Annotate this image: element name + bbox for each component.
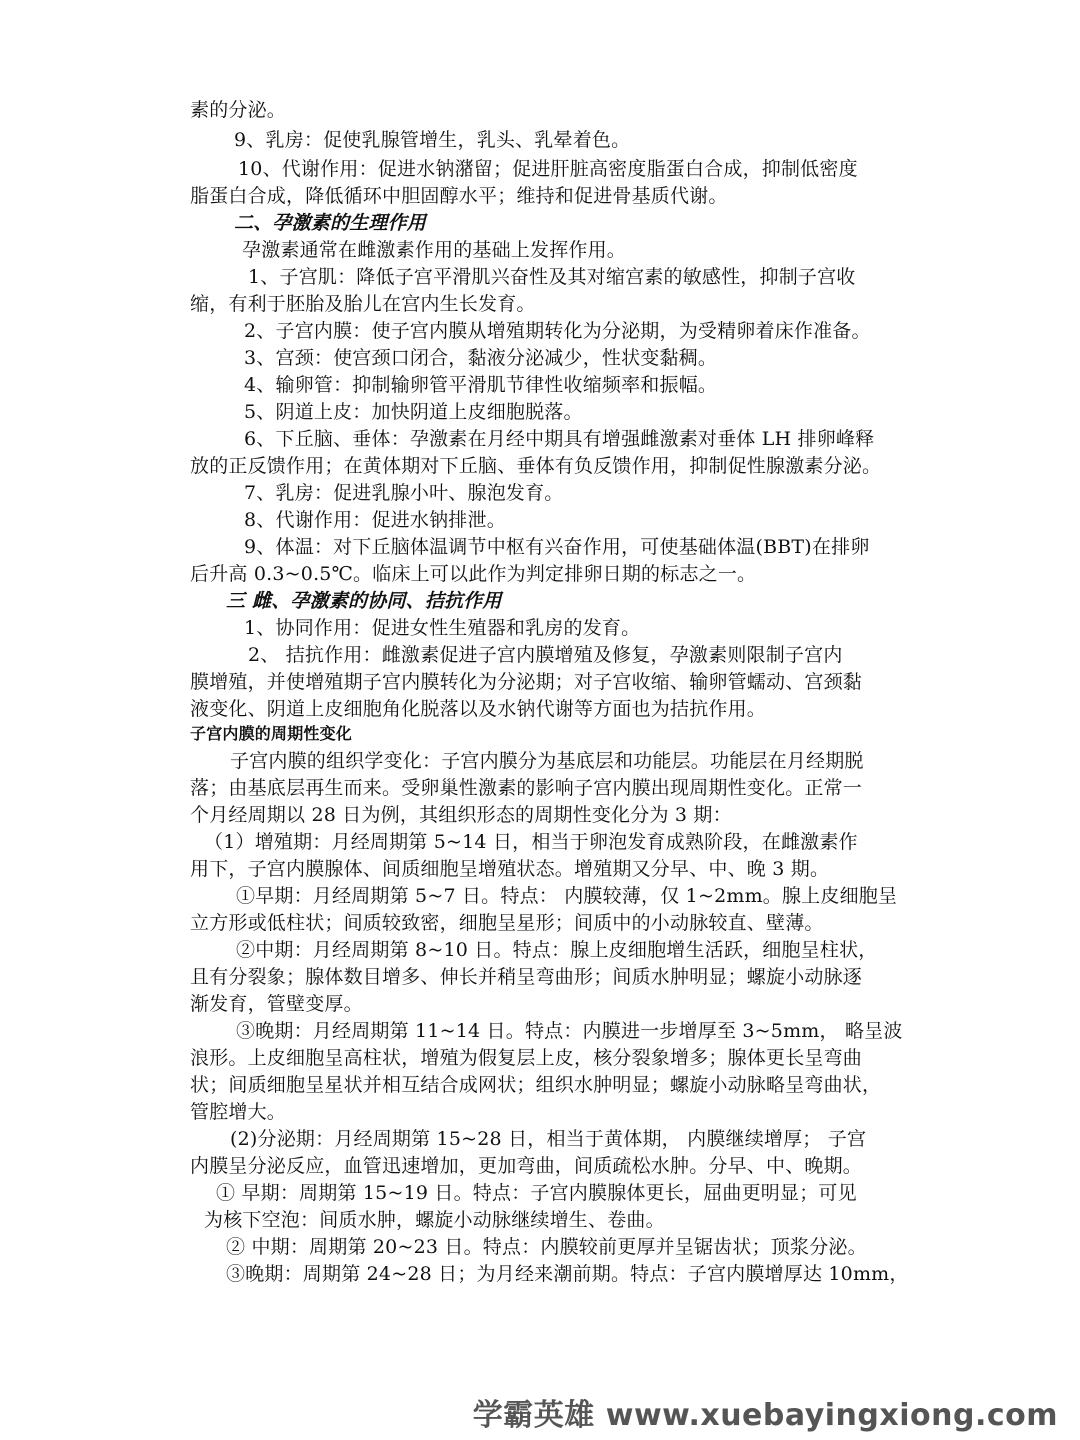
text-line: 素的分泌。 [190, 99, 287, 121]
text-line: 6、下丘脑、垂体：孕激素在月经中期具有增强雌激素对垂体 LH 排卵峰释 [244, 428, 875, 450]
text-line: 7、乳房：促进乳腺小叶、腺泡发育。 [244, 482, 564, 504]
text-line: ① 早期：周期第 15~19 日。特点：子宫内膜腺体更长，屈曲更明显；可见 [216, 1182, 857, 1204]
text-line: ③晚期：周期第 24~28 日；为月经来潮前期。特点：子宫内膜增厚达 10mm， [226, 1263, 909, 1285]
text-line: ②中期：月经周期第 8~10 日。特点：腺上皮细胞增生活跃，细胞呈柱状， [236, 939, 878, 961]
text-line: 孕激素通常在雌激素作用的基础上发挥作用。 [242, 239, 627, 261]
text-line: ② 中期：周期第 20~23 日。特点：内膜较前更厚并呈锯齿状；顶浆分泌。 [226, 1236, 867, 1258]
text-line: 2、 拮抗作用：雌激素促进子宫内膜增殖及修复，孕激素则限制子宫内 [248, 644, 843, 666]
text-line: 浪形。上皮细胞呈高柱状，增殖为假复层上皮，核分裂象增多；腺体更长呈弯曲 [190, 1047, 863, 1069]
section-heading: 三 雌、孕激素的协同、拮抗作用 [226, 590, 502, 612]
text-line: 脂蛋白合成，降低循环中胆固醇水平；维持和促进骨基质代谢。 [190, 185, 728, 207]
text-line: 3、宫颈：使宫颈口闭合，黏液分泌减少，性状变黏稠。 [244, 347, 718, 369]
text-line: (2)分泌期：月经周期第 15~28 日，相当于黄体期， 内膜继续增厚； 子宫 [230, 1128, 867, 1150]
text-line: 立方形或低柱状；间质较致密，细胞呈星形；间质中的小动脉较直、壁薄。 [190, 912, 824, 934]
text-line: 5、阴道上皮：加快阴道上皮细胞脱落。 [244, 401, 583, 423]
text-line: 4、输卵管：抑制输卵管平滑肌节律性收缩频率和振幅。 [244, 374, 718, 396]
text-line: 内膜呈分泌反应，血管迅速增加，更加弯曲，间质疏松水肿。分早、中、晚期。 [190, 1155, 863, 1177]
text-line: 且有分裂象；腺体数目增多、伸长并稍呈弯曲形；间质水肿明显；螺旋小动脉逐 [190, 966, 863, 988]
text-line: （1）增殖期：月经周期第 5~14 日，相当于卵泡发育成熟阶段，在雌激素作 [204, 831, 858, 853]
text-line: 状；间质细胞呈星状并相互结合成网状；组织水肿明显；螺旋小动脉略呈弯曲状， [190, 1074, 882, 1096]
text-line: 1、子宫肌：降低子宫平滑肌兴奋性及其对缩宫素的敏感性，抑制子宫收 [248, 266, 856, 288]
section-heading: 二、孕激素的生理作用 [234, 212, 427, 234]
watermark: 学霸英雄 www.xuebayingxiong.com [472, 1398, 1058, 1433]
text-line: 液变化、阴道上皮细胞角化脱落以及水钠代谢等方面也为拮抗作用。 [190, 698, 767, 720]
text-line: 用下，子宫内膜腺体、间质细胞呈增殖状态。增殖期又分早、中、晚 3 期。 [190, 858, 830, 880]
text-line: 渐发育，管壁变厚。 [190, 993, 363, 1015]
text-line: 8、代谢作用：促进水钠排泄。 [244, 509, 506, 531]
text-line: 放的正反馈作用；在黄体期对下丘脑、垂体有负反馈作用，抑制促性腺激素分泌。 [190, 455, 882, 477]
text-line: 1、协同作用：促进女性生殖器和乳房的发育。 [244, 617, 641, 639]
text-line: 2、子宫内膜：使子宫内膜从增殖期转化为分泌期，为受精卵着床作准备。 [244, 320, 871, 342]
text-line: 10、代谢作用：促进水钠潴留；促进肝脏高密度脂蛋白合成，抑制低密度 [238, 158, 858, 180]
text-line: 后升高 0.3~0.5℃。临床上可以此作为判定排卵日期的标志之一。 [190, 563, 757, 585]
text-line: 9、体温：对下丘脑体温调节中枢有兴奋作用，可使基础体温(BBT)在排卵 [244, 536, 870, 558]
text-line: 落；由基底层再生而来。受卵巢性激素的影响子宫内膜出现周期性变化。正常一 [190, 777, 863, 799]
text-line: 管腔增大。 [190, 1101, 287, 1123]
text-line: ③晚期：月经周期第 11~14 日。特点：内膜进一步增厚至 3~5mm， 略呈波 [236, 1020, 903, 1042]
text-line: 缩，有利于胚胎及胎儿在宫内生长发育。 [190, 293, 536, 315]
text-line: 为核下空泡：间质水肿，螺旋小动脉继续增生、卷曲。 [204, 1209, 665, 1231]
text-line: 9、乳房：促使乳腺管增生，乳头、乳晕着色。 [234, 129, 631, 151]
text-line: 膜增殖，并使增殖期子宫内膜转化为分泌期；对子宫收缩、输卵管蠕动、宫颈黏 [190, 671, 863, 693]
text-line: 个月经周期以 28 日为例，其组织形态的周期性变化分为 3 期： [190, 804, 732, 826]
text-line: ①早期：月经周期第 5~7 日。特点： 内膜较薄，仅 1~2mm。腺上皮细胞呈 [236, 885, 898, 907]
subsection-heading: 子宫内膜的周期性变化 [190, 724, 353, 743]
text-line: 子宫内膜的组织学变化：子宫内膜分为基底层和功能层。功能层在月经期脱 [230, 750, 864, 772]
